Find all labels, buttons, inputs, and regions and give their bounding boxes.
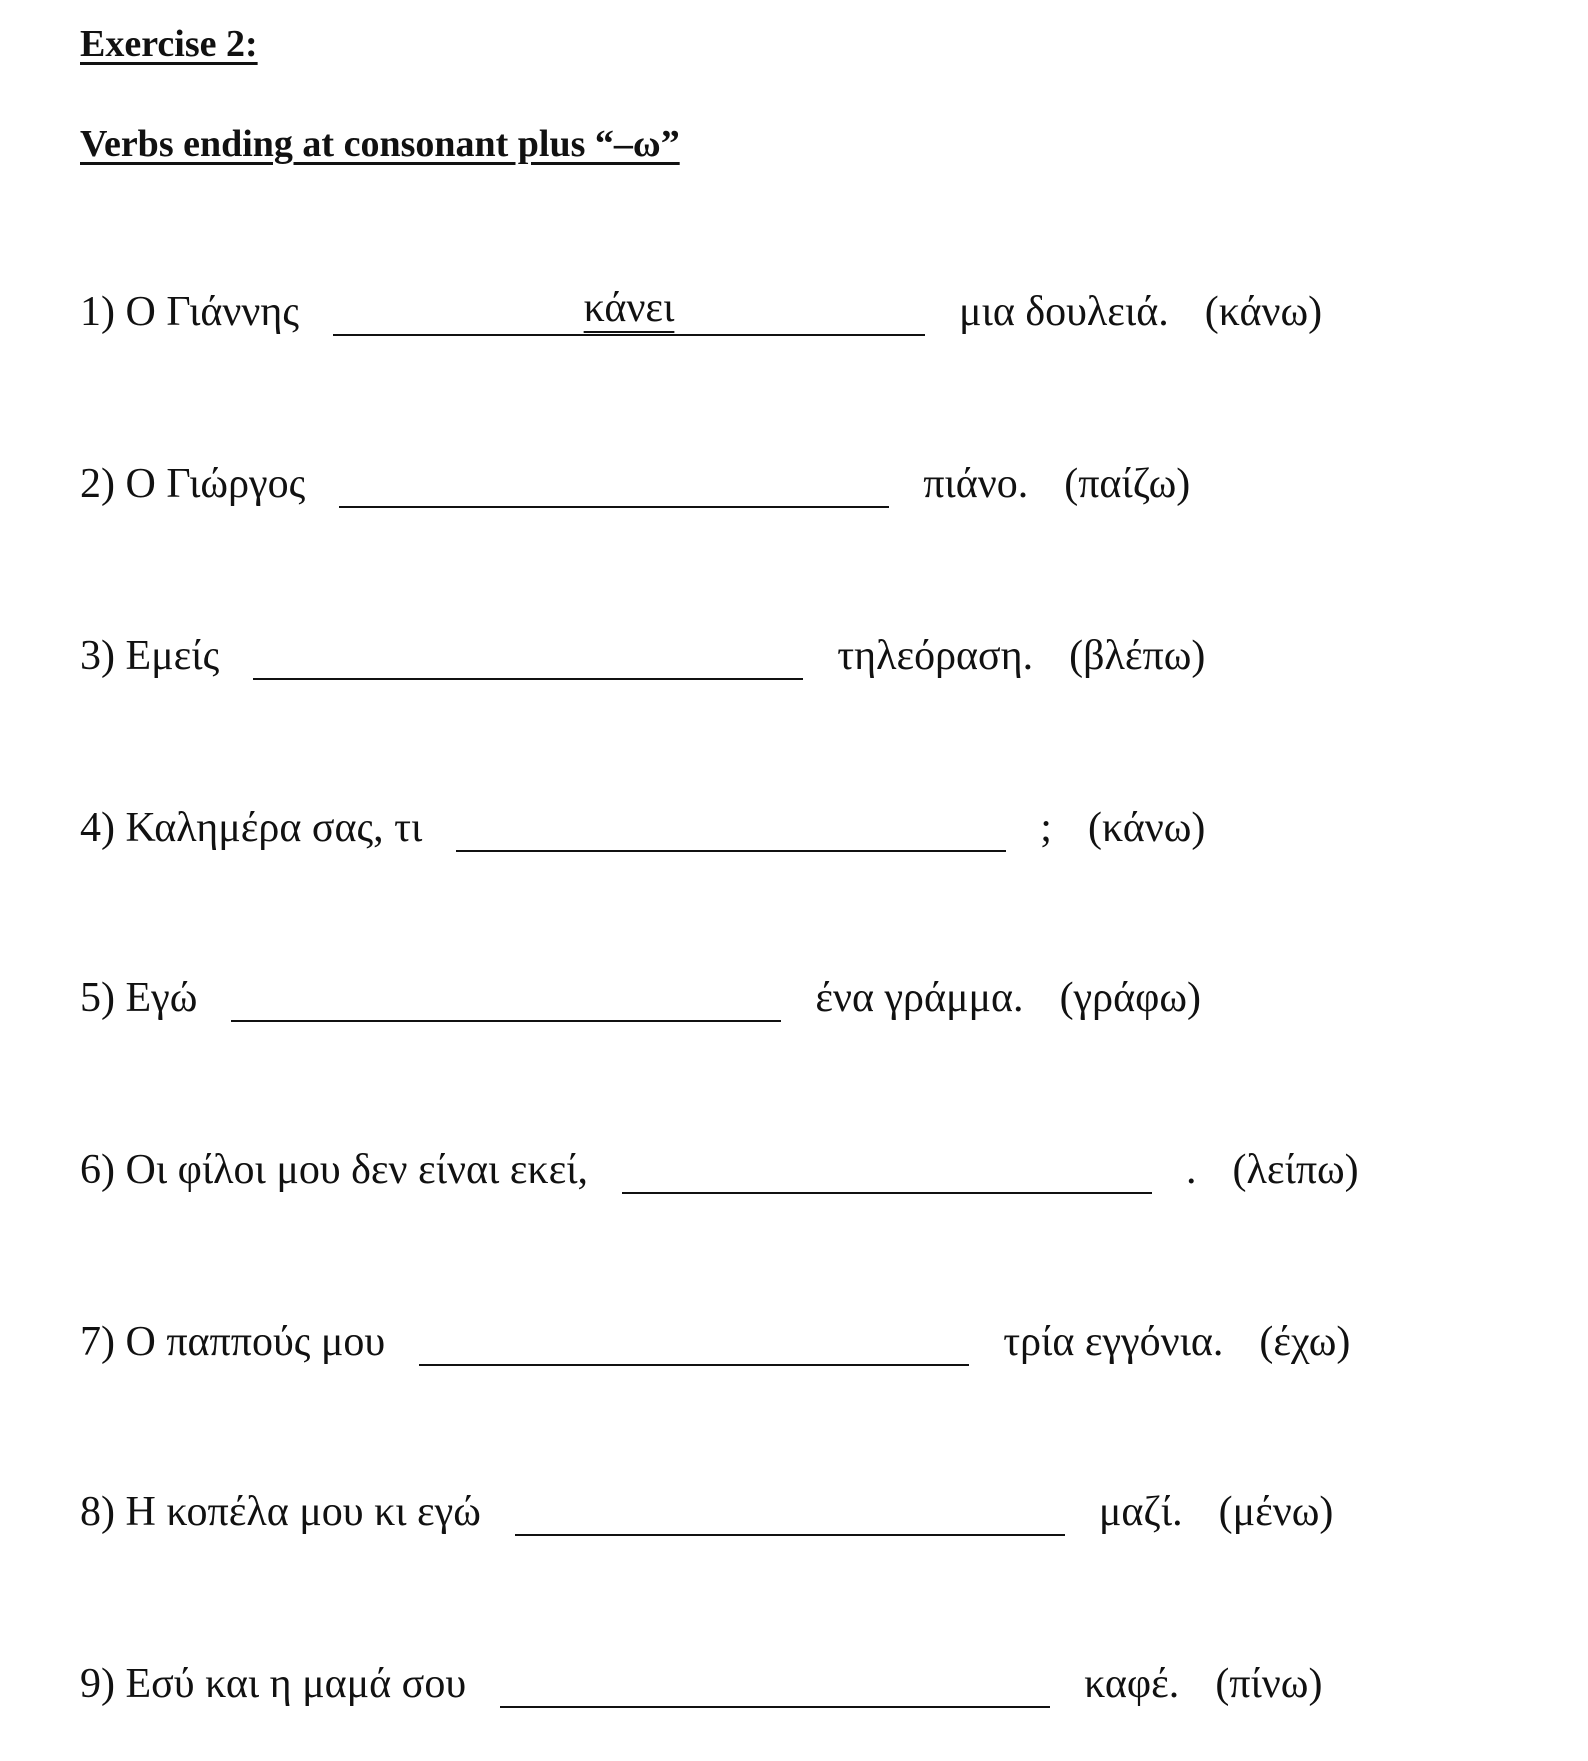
answer-blank[interactable] xyxy=(339,448,889,508)
exercise-item xyxy=(80,962,1201,1022)
sentence-end: τρία εγγόνια. xyxy=(1003,1319,1224,1365)
sentence-start: 8) Η κοπέλα μου κι εγώ xyxy=(80,1489,481,1535)
exercise-item xyxy=(80,1134,1359,1194)
sentence-start: 2) Ο Γιώργος xyxy=(80,461,306,507)
exercise-item xyxy=(80,1476,1333,1536)
sentence-start: 7) Ο παππούς μου xyxy=(80,1319,386,1365)
sentence-start: 1) Ο Γιάννης xyxy=(80,289,300,335)
verb-hint: (παίζω) xyxy=(1064,461,1191,507)
sentence-end: ; xyxy=(1040,805,1052,851)
exercise-item xyxy=(80,1306,1350,1366)
verb-hint: (κάνω) xyxy=(1204,289,1323,335)
answer-blank[interactable] xyxy=(333,276,925,336)
sentence-start: 6) Οι φίλοι μου δεν είναι εκεί, xyxy=(80,1147,589,1193)
sentence-end: καφέ. xyxy=(1084,1661,1180,1707)
exercise-item xyxy=(80,448,1190,508)
exercise-subtitle: Verbs ending at consonant plus “–ω” xyxy=(80,123,680,165)
verb-hint: (κάνω) xyxy=(1087,805,1206,851)
sentence-end: τηλεόραση. xyxy=(837,633,1034,679)
exercise-title: Exercise 2: xyxy=(80,23,258,65)
sentence-end: πιάνο. xyxy=(923,461,1029,507)
sentence-end: μια δουλειά. xyxy=(959,289,1169,335)
answer-blank[interactable] xyxy=(231,962,781,1022)
answer-blank[interactable] xyxy=(419,1306,969,1366)
answer-blank[interactable] xyxy=(253,620,803,680)
answer-blank[interactable] xyxy=(515,1476,1065,1536)
exercise-item xyxy=(80,1648,1322,1708)
sentence-end: μαζί. xyxy=(1098,1489,1183,1535)
verb-hint: (μένω) xyxy=(1218,1489,1334,1535)
verb-hint: (βλέπω) xyxy=(1069,633,1206,679)
answer-blank[interactable] xyxy=(500,1648,1050,1708)
exercise-item xyxy=(80,276,1322,336)
answer-blank[interactable] xyxy=(456,792,1006,852)
filled-answer: κάνει xyxy=(583,285,675,331)
exercise-item xyxy=(80,792,1205,852)
sentence-end: . xyxy=(1186,1147,1197,1193)
sentence-end: ένα γράμμα. xyxy=(815,975,1024,1021)
sentence-start: 9) Εσύ και η μαμά σου xyxy=(80,1661,467,1707)
exercise-item xyxy=(80,620,1205,680)
verb-hint: (γράφω) xyxy=(1059,975,1201,1021)
verb-hint: (λείπω) xyxy=(1232,1147,1359,1193)
sentence-start: 3) Εμείς xyxy=(80,633,220,679)
sentence-start: 5) Εγώ xyxy=(80,975,198,1021)
verb-hint: (πίνω) xyxy=(1215,1661,1323,1707)
answer-blank[interactable] xyxy=(622,1134,1152,1194)
sentence-start: 4) Καλημέρα σας, τι xyxy=(80,805,423,851)
verb-hint: (έχω) xyxy=(1259,1319,1351,1365)
